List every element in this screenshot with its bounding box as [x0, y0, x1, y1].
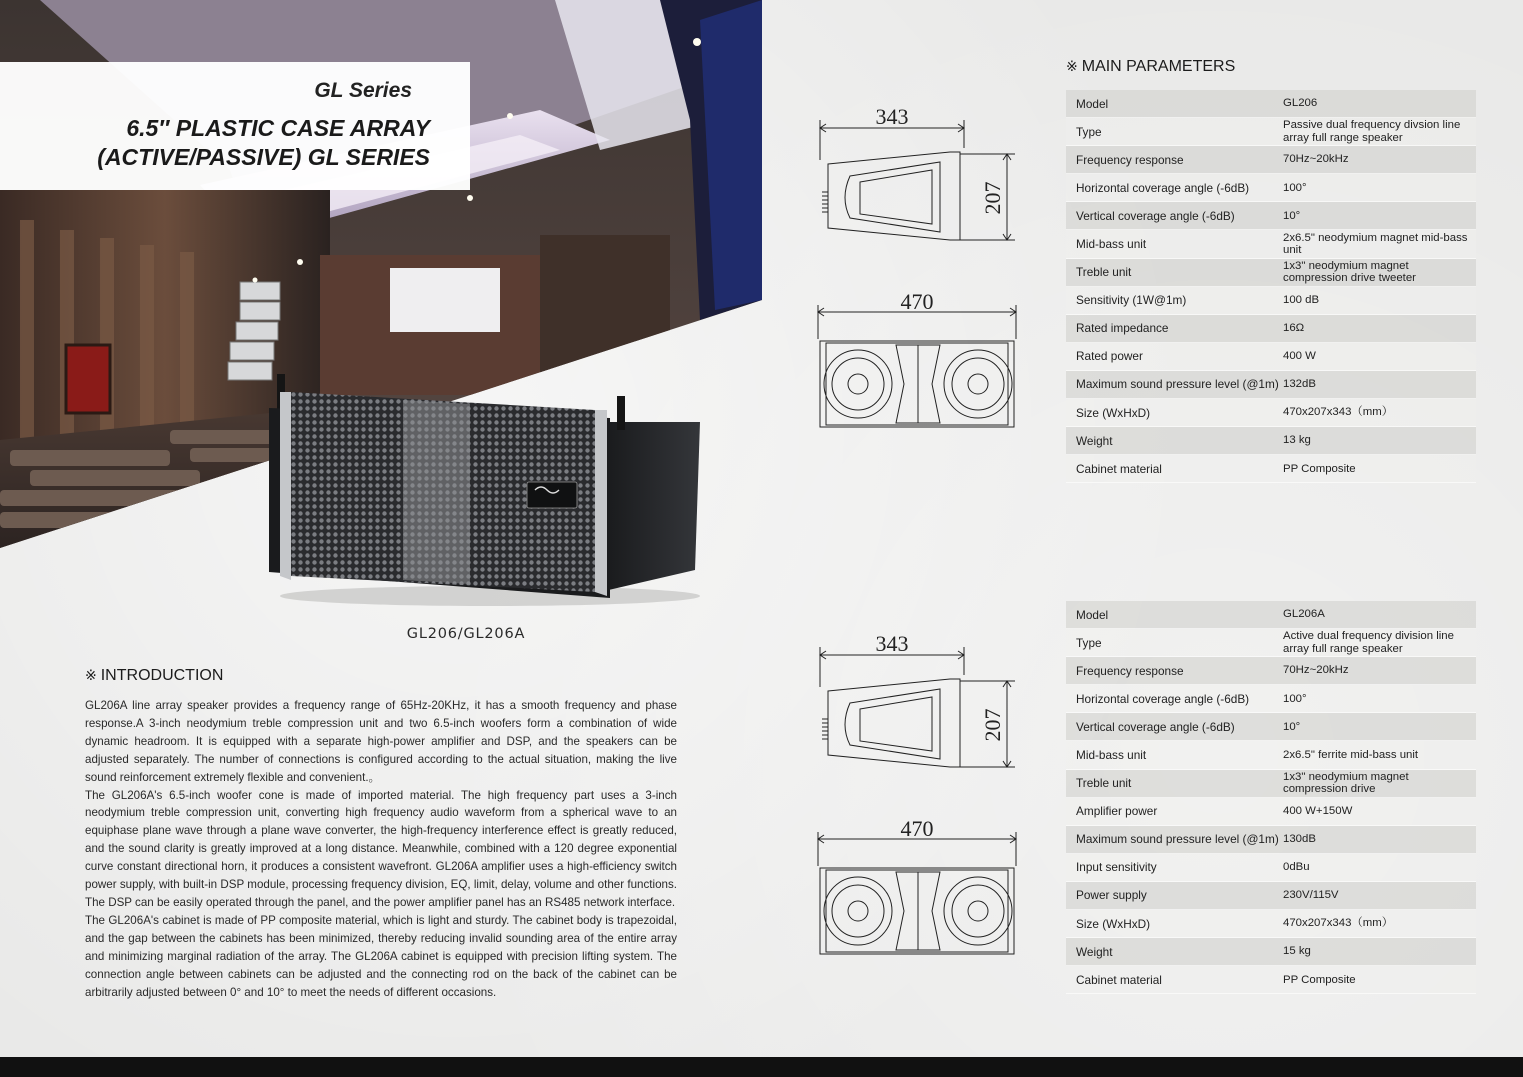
- parameter-value: 0dBu: [1283, 861, 1310, 874]
- side-view-drawing-2: [810, 627, 1030, 782]
- parameter-value: 100 dB: [1283, 293, 1320, 306]
- parameter-row: [1066, 259, 1476, 287]
- parameter-value: 1x3" neodymium magnet compression drive tweeter: [1283, 259, 1416, 285]
- parameter-row: [1066, 427, 1476, 455]
- intro-paragraph: GL206A line array speaker provides a frequency range of 65Hz-20KHz, it has a smooth frequency and phase response.A 3-inch neodymium treble compression unit and two 6.5-inch woofers form a combination of wide dynamic headroom. It is equipped with a separate high-power amplifier and DSP, and the speakers can be adjusted separately. The number of connections is configured according to the actual situation, making the live sound reinforcement extremely flexible and convenient.。: [85, 699, 677, 784]
- parameter-value: 10°: [1283, 209, 1301, 222]
- parameter-name: Cabinet material: [1076, 972, 1162, 987]
- parameter-name: Maximum sound pressure level (@1m): [1076, 832, 1279, 847]
- parameter-row: [1066, 343, 1476, 371]
- parameter-row: [1066, 938, 1476, 966]
- parameter-row: [1066, 798, 1476, 826]
- parameter-name: Weight: [1076, 944, 1113, 959]
- parameter-row: [1066, 741, 1476, 769]
- product-caption: GL206/GL206A: [406, 626, 526, 642]
- parameter-row: [1066, 882, 1476, 910]
- parameter-row: [1066, 455, 1476, 483]
- parameter-name: Model: [1076, 607, 1109, 622]
- introduction-title: INTRODUCTION: [100, 667, 224, 684]
- parameter-name: Type: [1076, 124, 1102, 139]
- parameter-value: 1x3" neodymium magnet compression drive: [1283, 770, 1409, 796]
- parameter-name: Vertical coverage angle (-6dB): [1076, 719, 1235, 734]
- parameter-name: Frequency response: [1076, 152, 1184, 167]
- parameter-name: Treble unit: [1076, 265, 1132, 280]
- main-parameters-heading: [1066, 58, 1235, 76]
- parameter-value: 2x6.5" ferrite mid-bass unit: [1283, 748, 1419, 761]
- parameter-name: Treble unit: [1076, 776, 1132, 791]
- parameter-value: Passive dual frequency divsion line array full range speaker: [1283, 119, 1461, 144]
- parameter-name: Amplifier power: [1076, 804, 1158, 819]
- parameter-row: [1066, 601, 1476, 629]
- parameter-row: [1066, 146, 1476, 174]
- parameter-name: Rated power: [1076, 349, 1143, 364]
- front-view-drawing: [810, 285, 1030, 440]
- parameter-name: Rated impedance: [1076, 321, 1169, 336]
- main-parameters-title: MAIN PARAMETERS: [1081, 58, 1236, 75]
- title-box: [0, 62, 470, 190]
- parameter-row: [1066, 629, 1476, 657]
- parameter-row: [1066, 202, 1476, 230]
- parameter-name: Mid-bass unit: [1076, 237, 1147, 252]
- parameter-name: Sensitivity (1W@1m): [1076, 293, 1187, 308]
- parameter-row: [1066, 174, 1476, 202]
- parameter-row: [1066, 230, 1476, 258]
- parameter-name: Type: [1076, 635, 1102, 650]
- parameter-value: 470x207x343（mm）: [1283, 406, 1394, 419]
- parameter-row: [1066, 966, 1476, 994]
- parameter-name: Size (WxHxD): [1076, 916, 1151, 931]
- parameter-row: [1066, 685, 1476, 713]
- parameter-value: 15 kg: [1283, 945, 1311, 958]
- parameter-value: Active dual frequency division line array full range speaker: [1283, 630, 1454, 655]
- height-label: 207: [980, 181, 1005, 215]
- parameter-name: Power supply: [1076, 888, 1147, 903]
- side-view-drawing: [810, 100, 1030, 255]
- parameter-name: Frequency response: [1076, 663, 1184, 678]
- parameter-value: PP Composite: [1283, 462, 1356, 475]
- parameter-row: [1066, 118, 1476, 146]
- parameter-row: [1066, 770, 1476, 798]
- parameter-name: Maximum sound pressure level (@1m): [1076, 377, 1279, 392]
- parameter-row: [1066, 854, 1476, 882]
- parameters-table-gl206: [1066, 90, 1476, 483]
- parameter-row: [1066, 371, 1476, 399]
- parameter-value: 470x207x343（mm）: [1283, 917, 1394, 930]
- series-label: GL Series: [314, 79, 412, 102]
- parameter-row: [1066, 657, 1476, 685]
- intro-paragraph: The GL206A's cabinet is made of PP composite material, which is light and sturdy. The cabinet body is trapezoidal, and the gap between the cabinets has been minimized, thereby reducing invalid sounding area of the entire array and minimizing marginal radiation of the array. The GL206A cabinet is equipped with precision lifting system. The connection angle between cabinets can be adjusted and the connecting rod on the back of the cabinet can be arbitrarily adjusted between 0° and 10° to meet the needs of different occasions.: [85, 913, 677, 999]
- parameter-row: [1066, 399, 1476, 427]
- depth-label: 343: [875, 631, 909, 656]
- page-title: [97, 114, 430, 172]
- parameter-value: 70Hz~20kHz: [1283, 664, 1349, 677]
- height-label: 207: [980, 708, 1005, 742]
- parameter-value: GL206: [1283, 97, 1318, 110]
- introduction-text: [85, 697, 677, 1001]
- parameter-value: PP Composite: [1283, 973, 1356, 986]
- parameter-row: [1066, 315, 1476, 343]
- parameter-value: 13 kg: [1283, 434, 1311, 447]
- parameter-name: Model: [1076, 96, 1109, 111]
- parameter-row: [1066, 910, 1476, 938]
- title-line-2: (ACTIVE/PASSIVE) GL SERIES: [97, 144, 430, 170]
- parameter-value: 10°: [1283, 720, 1301, 733]
- parameter-row: [1066, 90, 1476, 118]
- speaker-product-image: [255, 370, 715, 610]
- parameter-value: 100°: [1283, 692, 1307, 705]
- parameter-value: 230V/115V: [1283, 889, 1339, 902]
- intro-paragraph: The GL206A's 6.5-inch woofer cone is made of imported material. The high frequency part uses a 3-inch neodymium treble compression unit, converting high frequency audio waveform from a spherical wave to an equiphase plane wave through a plane wave converter, the high-frequency interference effect is greatly reduced, and the sound clarity is greatly improved at a long distance. Meanwhile, combined with a 120 degree exponential curve constant directional horn, it produces a consistent wavefront. GL206A amplifier uses a high-efficiency switch power supply, with built-in DSP module, processing frequency division, EQ, limit, delay, volume and other functions. The DSP can be easily operated through the panel, and the power amplifier panel has an RS485 network interface.: [85, 788, 677, 909]
- parameter-value: 130dB: [1283, 833, 1316, 846]
- front-view-drawing-2: [810, 812, 1030, 967]
- parameter-name: Weight: [1076, 433, 1113, 448]
- parameter-name: Horizontal coverage angle (-6dB): [1076, 691, 1250, 706]
- introduction-heading: [85, 667, 223, 685]
- parameter-value: 16Ω: [1283, 322, 1305, 335]
- parameter-value: 2x6.5" neodymium magnet mid-bass unit: [1283, 231, 1468, 257]
- parameter-value: 400 W+150W: [1283, 804, 1353, 817]
- parameters-table-gl206a: [1066, 601, 1476, 994]
- title-line-1: 6.5″ PLASTIC CASE ARRAY: [126, 115, 430, 141]
- parameter-name: Cabinet material: [1076, 461, 1162, 476]
- bottom-bar: [0, 1057, 1523, 1077]
- depth-label: 343: [875, 104, 909, 129]
- parameter-name: Input sensitivity: [1076, 860, 1157, 875]
- parameter-name: Mid-bass unit: [1076, 748, 1147, 763]
- reference-mark: ※: [1066, 59, 1078, 75]
- parameter-value: 70Hz~20kHz: [1283, 153, 1349, 166]
- parameter-value: 132dB: [1283, 378, 1316, 391]
- parameter-name: Horizontal coverage angle (-6dB): [1076, 180, 1250, 195]
- width-label: 470: [900, 816, 934, 841]
- parameter-row: [1066, 287, 1476, 315]
- reference-mark: ※: [85, 668, 97, 684]
- parameter-name: Vertical coverage angle (-6dB): [1076, 208, 1235, 223]
- parameter-value: 400 W: [1283, 350, 1316, 363]
- parameter-name: Size (WxHxD): [1076, 405, 1151, 420]
- parameter-row: [1066, 713, 1476, 741]
- parameter-value: GL206A: [1283, 608, 1325, 621]
- parameter-row: [1066, 826, 1476, 854]
- parameter-value: 100°: [1283, 181, 1307, 194]
- width-label: 470: [900, 289, 934, 314]
